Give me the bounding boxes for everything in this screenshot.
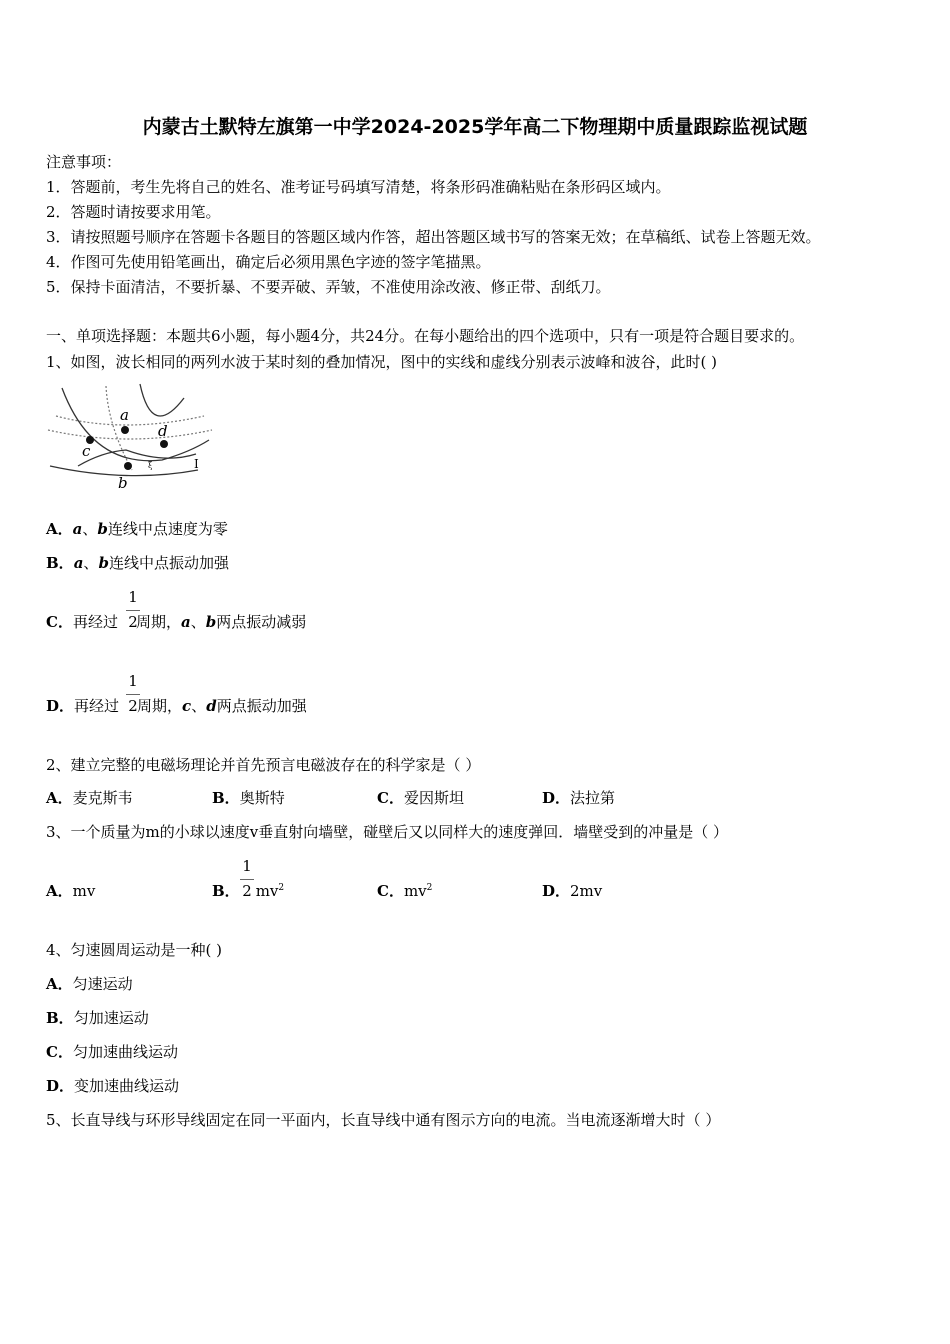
label-a: a [120, 406, 129, 424]
fraction-numerator: 1 [242, 857, 252, 875]
fraction-bar [126, 694, 140, 695]
note-item: 3．请按照题号顺序在答题卡各题目的答题区域内作答，超出答题区域书写的答案无效；在草稿纸、试卷上答题无效。 [46, 228, 821, 246]
q1-option-b[interactable]: B．a、b连线中点振动加强 [46, 554, 229, 572]
q4-option-d[interactable]: D．变加速曲线运动 [46, 1077, 180, 1095]
fraction-bar [126, 610, 140, 611]
note-item: 4．作图可先使用铅笔画出，确定后必须用黑色字迹的签字笔描黑。 [46, 253, 491, 271]
fraction-numerator: 1 [128, 672, 138, 690]
label-c: c [82, 442, 91, 460]
section-heading: 一、单项选择题：本题共6小题，每小题4分，共24分。在每小题给出的四个选项中，只有一项是符合题目要求的。 [46, 327, 805, 345]
q1-option-a[interactable]: A．a、b连线中点速度为零 [46, 520, 228, 538]
q4-option-a[interactable]: A．匀速运动 [46, 975, 133, 993]
q4-option-b[interactable]: B．匀加速运动 [46, 1009, 149, 1027]
q3-stem: 3、一个质量为m的小球以速度v垂直射向墙壁，碰壁后又以同样大的速度弹回．墙壁受到的冲量是（ ） [46, 823, 729, 841]
q3-option-d[interactable]: D．2mv [542, 882, 603, 900]
q3-option-c[interactable]: C．$mv^2$ [377, 882, 433, 900]
note-item: 2．答题时请按要求用笔。 [46, 203, 221, 221]
fraction-numerator: 1 [128, 588, 138, 606]
note-item: 1．答题前，考生先将自己的姓名、准考证号码填写清楚，将条形码准确粘贴在条形码区域内。 [46, 178, 671, 196]
label-b: b [118, 474, 128, 492]
label-small: ξ [148, 461, 153, 470]
note-item: 5．保持卡面清洁，不要折暴、不要弄破、弄皱，不准使用涂改液、修正带、刮纸刀。 [46, 278, 611, 296]
q3-option-b[interactable]: B． $mv^2$ [212, 882, 285, 900]
q4-option-c[interactable]: C．匀加速曲线运动 [46, 1043, 178, 1061]
q2-option-a[interactable]: A．麦克斯韦 [46, 789, 133, 807]
q2-option-b[interactable]: B．奥斯特 [212, 789, 285, 807]
q4-stem: 4、匀速圆周运动是一种( ) [46, 941, 223, 959]
fraction-bar [240, 879, 254, 880]
q1-stem: 1、如图，波长相同的两列水波于某时刻的叠加情况，图中的实线和虚线分别表示波峰和波谷，此时( ) [46, 353, 718, 371]
q2-stem: 2、建立完整的电磁场理论并首先预言电磁波存在的科学家是（ ） [46, 756, 481, 774]
q1-option-c[interactable]: C．再经过 周期，a、b两点振动减弱 [46, 613, 307, 631]
q2-option-c[interactable]: C．爱因斯坦 [377, 789, 464, 807]
fraction-denominator: 2 [128, 697, 138, 715]
notes-heading: 注意事项： [46, 153, 122, 171]
q1-option-d[interactable]: D．再经过 周期，c、d两点振动加强 [46, 697, 307, 715]
fraction-denominator: 2 [242, 882, 252, 900]
fraction-denominator: 2 [128, 613, 138, 631]
label-roman: Ⅰ [194, 457, 199, 471]
wave-figure [44, 380, 216, 492]
q5-stem: 5、长直导线与环形导线固定在同一平面内，长直导线中通有图示方向的电流。当电流逐渐增大时（ ） [46, 1111, 721, 1129]
q2-option-d[interactable]: D．法拉第 [542, 789, 616, 807]
page-title: 内蒙古土默特左旗第一中学2024-2025学年高二下物理期中质量跟踪监视试题 [142, 116, 808, 138]
q3-option-a[interactable]: A．mv [46, 882, 96, 900]
label-d: d [158, 422, 168, 440]
